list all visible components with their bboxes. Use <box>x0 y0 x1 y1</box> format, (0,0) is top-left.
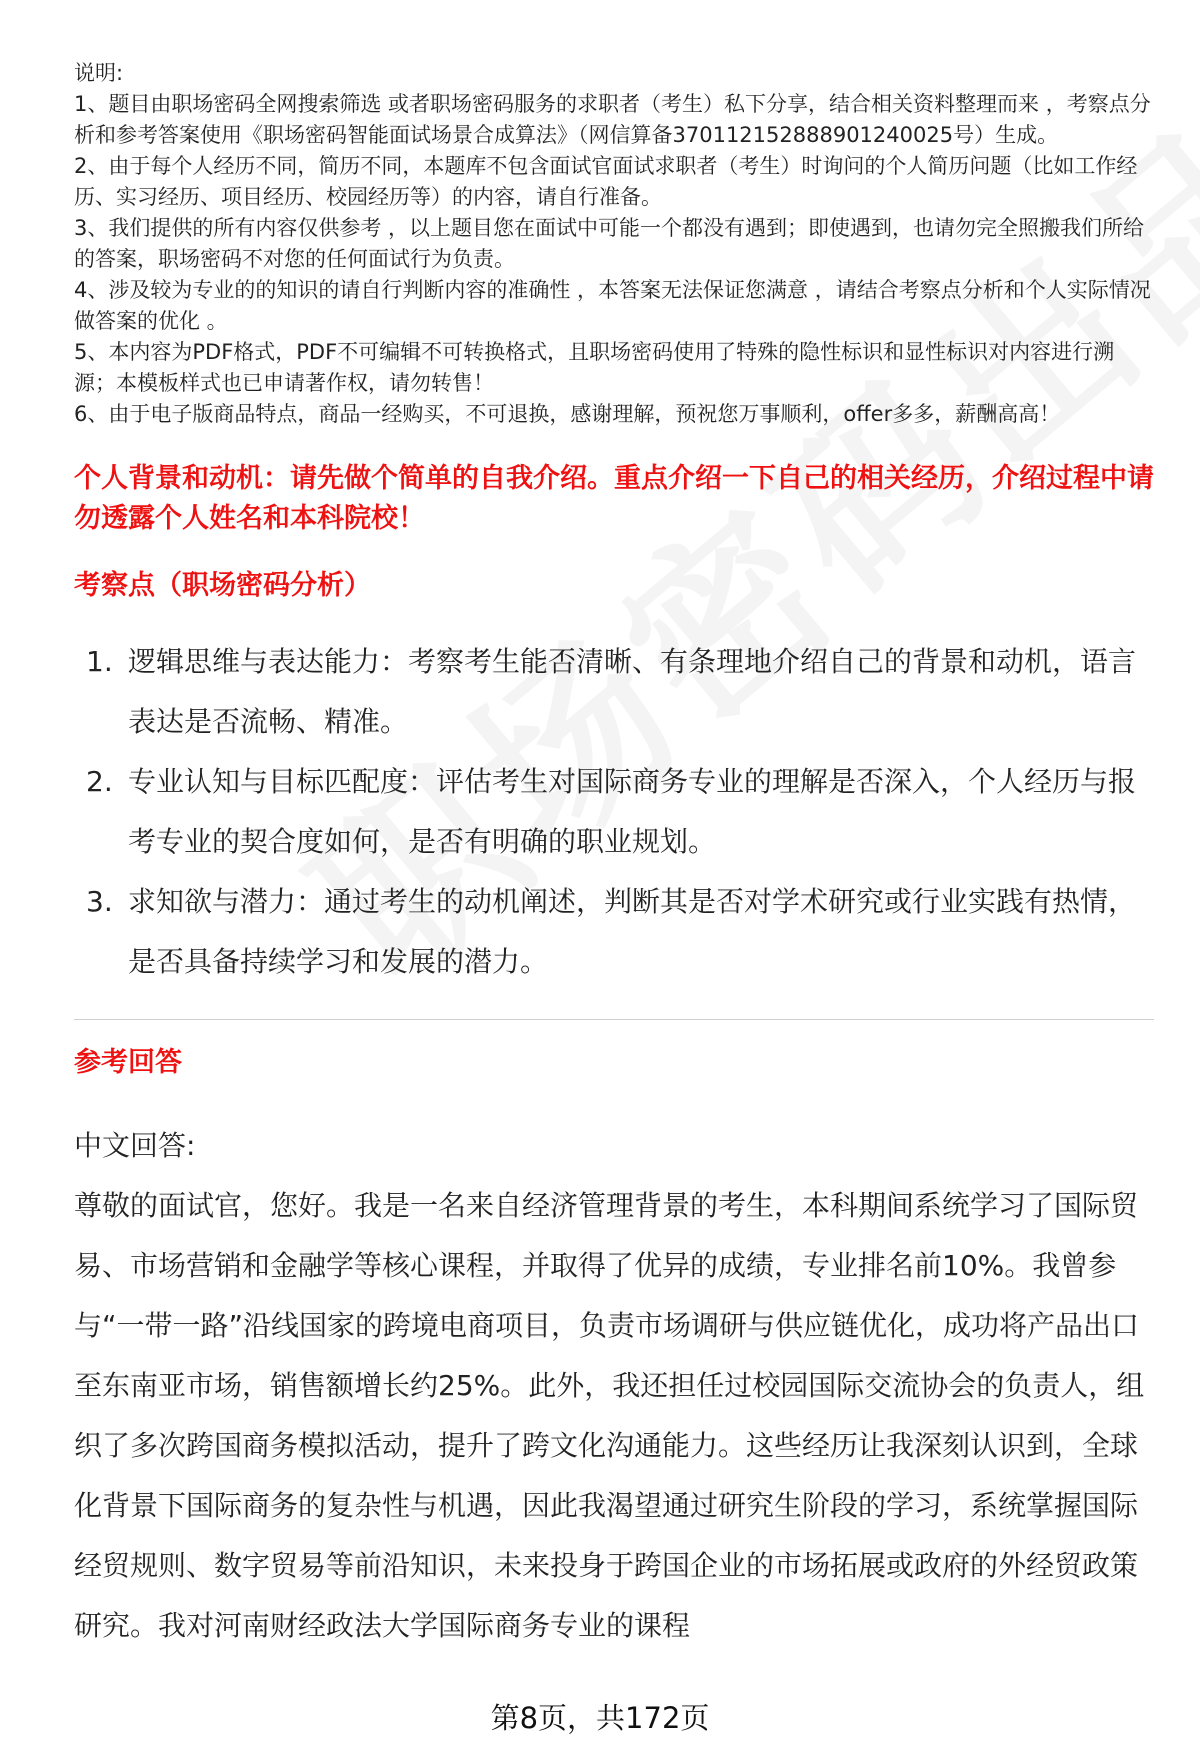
note-item: 5、本内容为PDF格式，PDF不可编辑不可转换格式，且职场密码使用了特殊的隐性标识和显性标识对内容进行溯源；本模板样式也已申请著作权，请勿转售！ <box>74 340 1115 395</box>
note-item: 2、由于每个人经历不同，简历不同，本题库不包含面试官面试求职者（考生）时询问的个人简历问题（比如工作经历、实习经历、项目经历、校园经历等）的内容，请自行准备。 <box>74 154 1138 209</box>
note-item: 6、由于电子版商品特点，商品一经购买，不可退换，感谢理解，预祝您万事顺利，offer多多，薪酬高高！ <box>74 402 1061 426</box>
notes-title: 说明: <box>74 61 124 85</box>
points-title: 考察点（职场密码分析） <box>74 570 371 601</box>
answer-body: 尊敬的面试官，您好。我是一名来自经济管理背景的考生，本科期间系统学习了国际贸易、市场营销和金融学等核心课程，并取得了优异的成绩，专业排名前10%。我曾参与“一带一路”沿线国家的跨境电商项目，负责市场调研与供应链优化，成功将产品出口至东南亚市场，销售额增长约25%。此外，我还担任过校园国际交流协会的负责人，组织了多次跨国商务模拟活动，提升了跨文化沟通能力。这些经历让我深刻认识到，全球化背景下国际商务的复杂性与机遇，因此我渴望通过研究生阶段的学习，系统掌握国际经贸规则、数字贸易等前沿知识，未来投身于跨国企业的市场拓展或政府的外经贸政策研究。我对河南财经政法大学国际商务专业的课程 <box>74 1189 1145 1642</box>
answer-label: 中文回答: <box>74 1129 196 1162</box>
point-item <box>74 632 1154 752</box>
notes-section <box>74 58 1154 430</box>
answer-title: 参考回答 <box>74 1047 182 1078</box>
point-item <box>74 872 1154 992</box>
point-number: 2. <box>86 765 113 798</box>
page-content <box>74 58 1154 1656</box>
page-number: 第8页，共172页 <box>490 1701 710 1735</box>
section-divider <box>74 1019 1154 1020</box>
note-item: 1、题目由职场密码全网搜索筛选 或者职场密码服务的求职者（考生）私下分享，结合相关资料整理而来 ，考察点分析和参考答案使用《职场密码智能面试场景合成算法》（网信算备370112152888901240025号）生成。 <box>74 92 1151 147</box>
points-list <box>74 632 1154 992</box>
point-number: 3. <box>86 885 113 918</box>
point-text: 专业认知与目标匹配度：评估考生对国际商务专业的理解是否深入，个人经历与报考专业的契合度如何，是否有明确的职业规划。 <box>128 765 1137 858</box>
point-text: 逻辑思维与表达能力：考察考生能否清晰、有条理地介绍自己的背景和动机，语言表达是否流畅、精准。 <box>128 645 1137 738</box>
point-number: 1. <box>86 645 113 678</box>
question-heading: 个人背景和动机：请先做个简单的自我介绍。重点介绍一下自己的相关经历，介绍过程中请勿透露个人姓名和本科院校！ <box>74 463 1154 534</box>
point-text: 求知欲与潜力：通过考生的动机阐述，判断其是否对学术研究或行业实践有热情，是否具备持续学习和发展的潜力。 <box>128 885 1137 978</box>
note-item: 4、涉及较为专业的的知识的请自行判断内容的准确性 ，本答案无法保证您满意 ，请结合考察点分析和个人实际情况做答案的优化 。 <box>74 278 1151 333</box>
note-item: 3、我们提供的所有内容仅供参考 ，以上题目您在面试中可能一个都没有遇到；即使遇到，也请勿完全照搬我们所给的答案，职场密码不对您的任何面试行为负责。 <box>74 216 1145 271</box>
point-item <box>74 752 1154 872</box>
